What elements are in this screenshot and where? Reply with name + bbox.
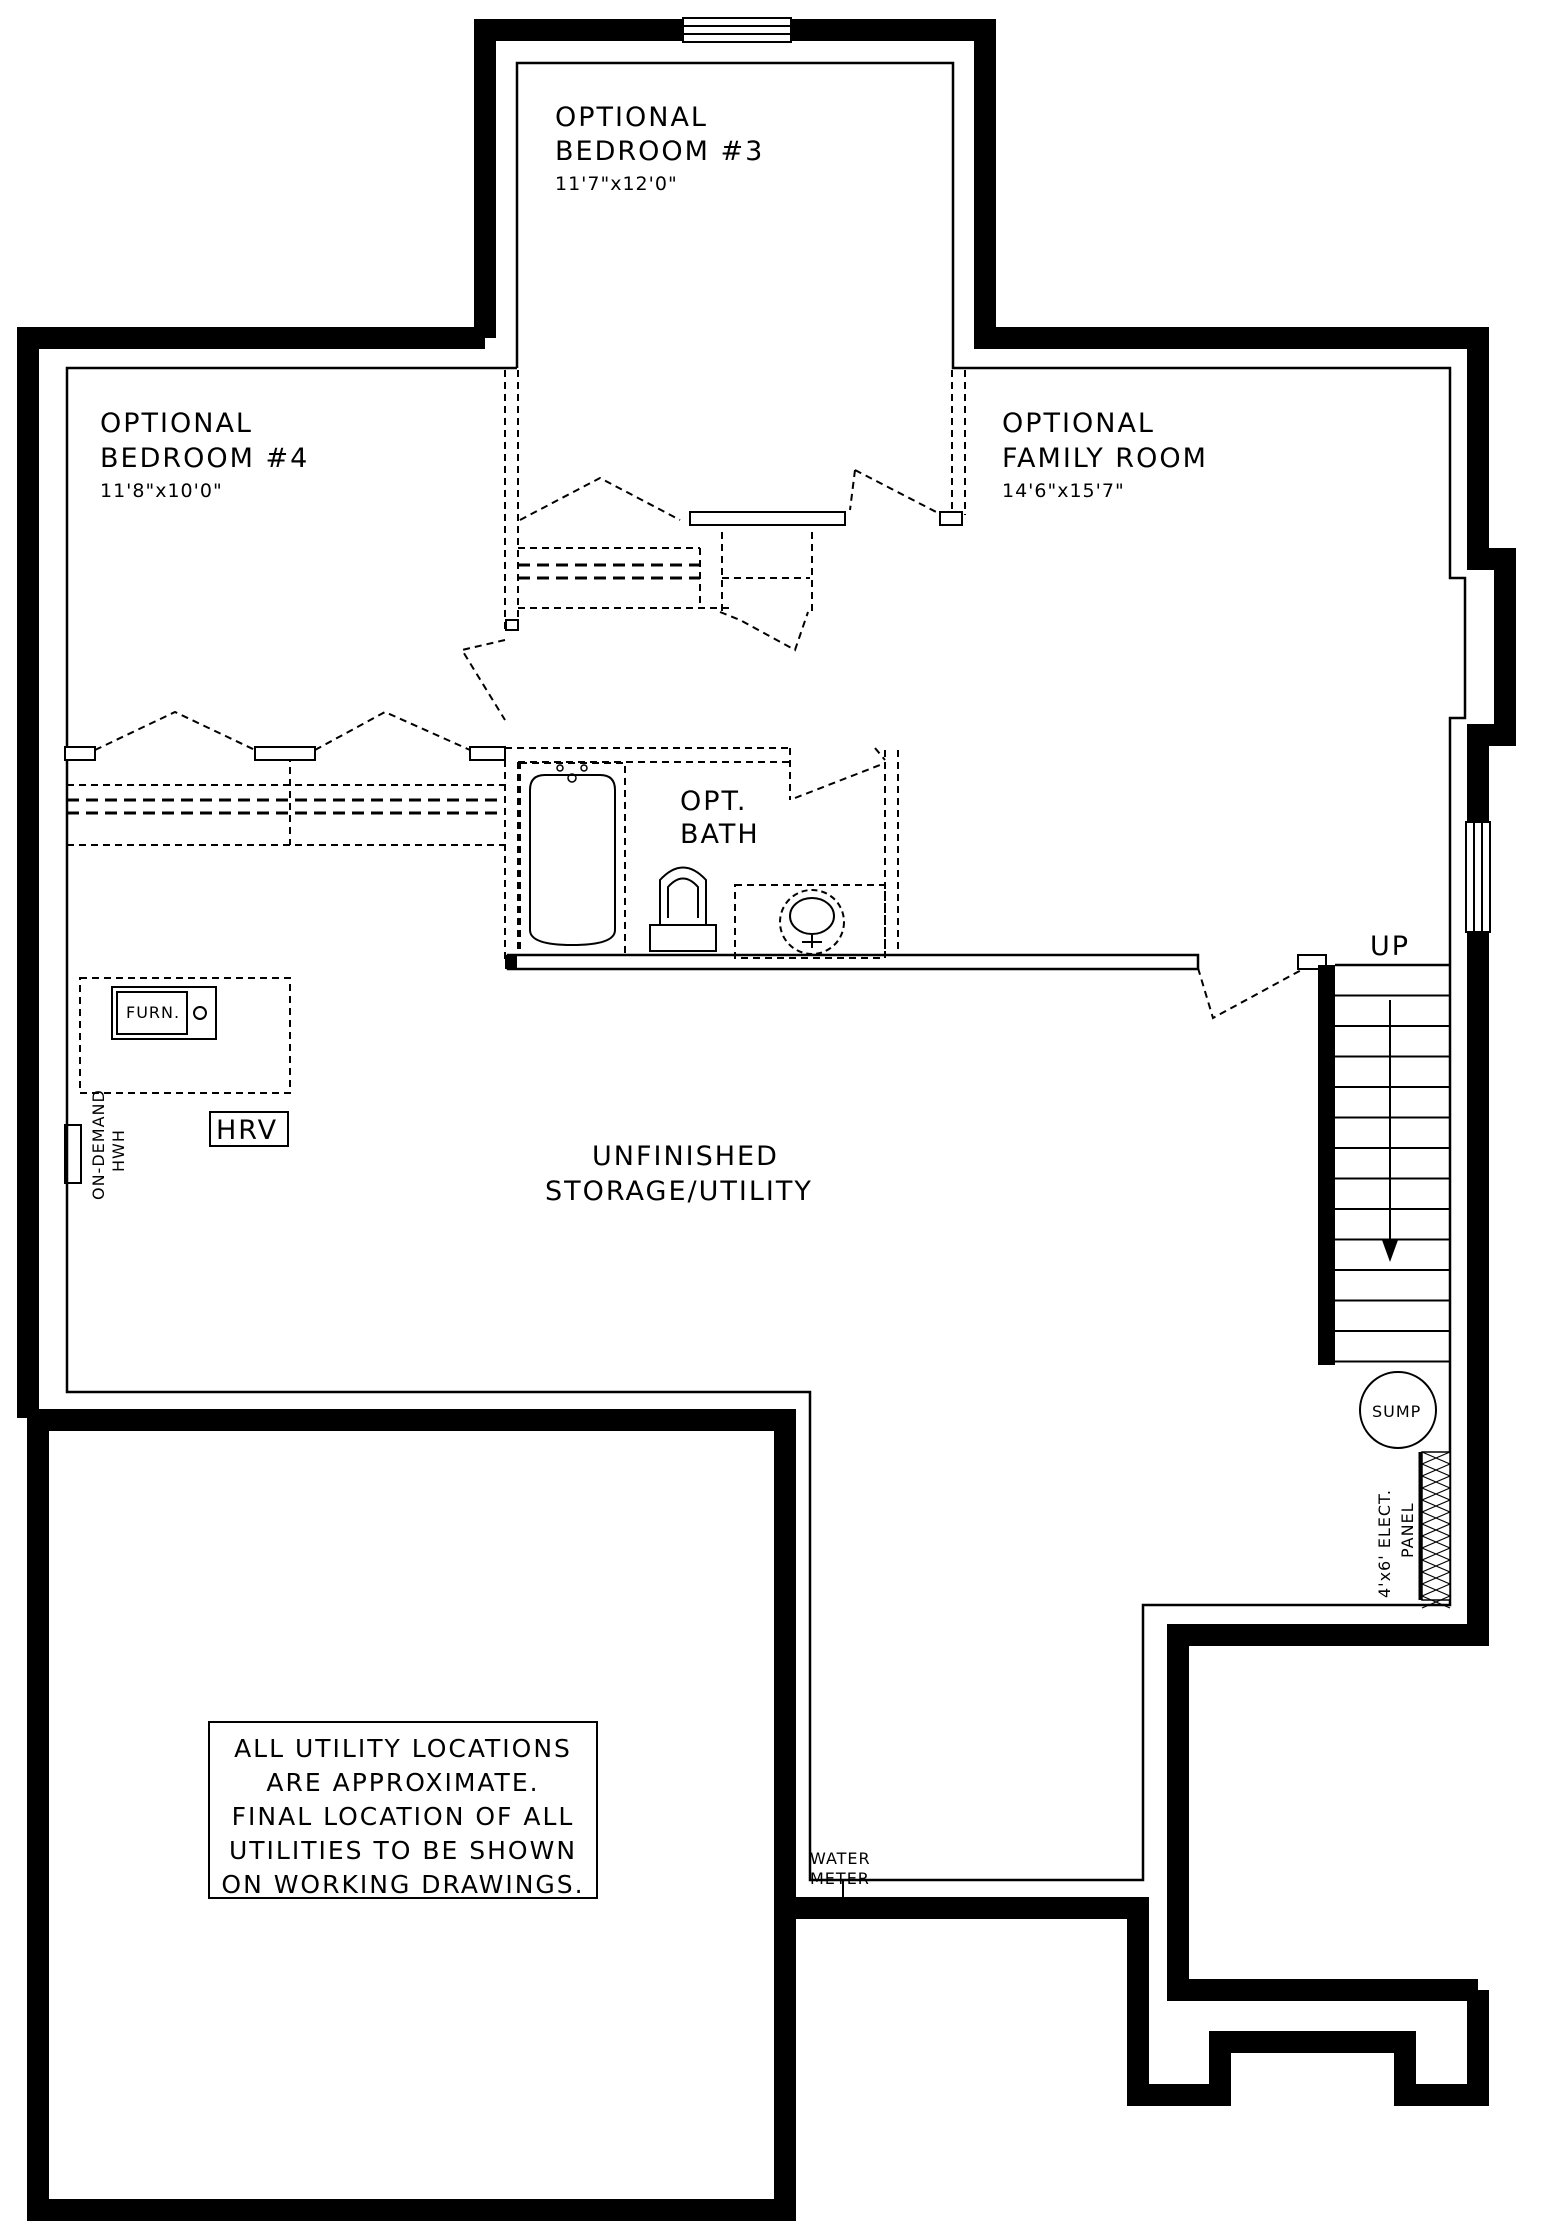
bedroom3-dims: 11'7"x12'0" xyxy=(555,173,678,195)
hrv-label: HRV xyxy=(216,1115,279,1146)
bedroom4-dims: 11'8"x10'0" xyxy=(100,480,223,502)
bedroom3-walls xyxy=(462,370,965,720)
water-meter-line2: METER xyxy=(810,1869,870,1888)
panel-label-line2: PANEL xyxy=(1398,1502,1417,1558)
note-line: ARE APPROXIMATE. xyxy=(266,1768,540,1797)
family-label-line1: OPTIONAL xyxy=(1002,408,1155,439)
panel-label-line1: 4'x6' ELECT. xyxy=(1375,1489,1394,1598)
bath-label-line1: OPT. xyxy=(680,786,748,817)
window-right xyxy=(1466,822,1490,932)
electrical-panel xyxy=(1420,1452,1450,1608)
water-meter-line1: WATER xyxy=(810,1849,871,1868)
note-line: UTILITIES TO BE SHOWN xyxy=(228,1836,578,1865)
bedroom3-label-line1: OPTIONAL xyxy=(555,102,708,133)
sump-label: SUMP xyxy=(1372,1402,1422,1421)
window-top xyxy=(683,18,791,42)
exterior-wall-left xyxy=(28,338,485,1418)
bedroom4-label-line2: BEDROOM #4 xyxy=(100,443,310,474)
bath-label-line2: BATH xyxy=(680,819,760,850)
storage-label-line1: UNFINISHED xyxy=(592,1141,779,1172)
note-text xyxy=(221,1734,584,1899)
stairs-up-label: UP xyxy=(1370,931,1411,962)
toilet-icon xyxy=(650,868,716,952)
note-line: ON WORKING DRAWINGS. xyxy=(221,1870,585,1899)
furnace-label: FURN. xyxy=(126,1003,181,1022)
stairs xyxy=(1318,965,1450,1365)
garage-lower-wall xyxy=(785,1908,1478,2095)
family-dims: 14'6"x15'7" xyxy=(1002,480,1125,502)
hwh-label-line1: ON-DEMAND xyxy=(89,1089,108,1200)
bath-walls xyxy=(505,748,1326,1018)
exterior-wall-main xyxy=(485,30,1505,1990)
storage-label-line2: STORAGE/UTILITY xyxy=(545,1176,813,1207)
bedroom4-label-line1: OPTIONAL xyxy=(100,408,253,439)
bedroom3-label-line2: BEDROOM #3 xyxy=(555,136,765,167)
family-label-line2: FAMILY ROOM xyxy=(1002,443,1208,474)
furnace-dial-icon xyxy=(194,1007,206,1019)
note-line: FINAL LOCATION OF ALL xyxy=(231,1802,575,1831)
note-line: ALL UTILITY LOCATIONS xyxy=(234,1734,572,1763)
sink-icon xyxy=(780,890,844,954)
bedroom4-walls xyxy=(65,712,505,845)
tub-icon xyxy=(530,775,615,945)
hwh-label-line2: HWH xyxy=(109,1129,128,1172)
